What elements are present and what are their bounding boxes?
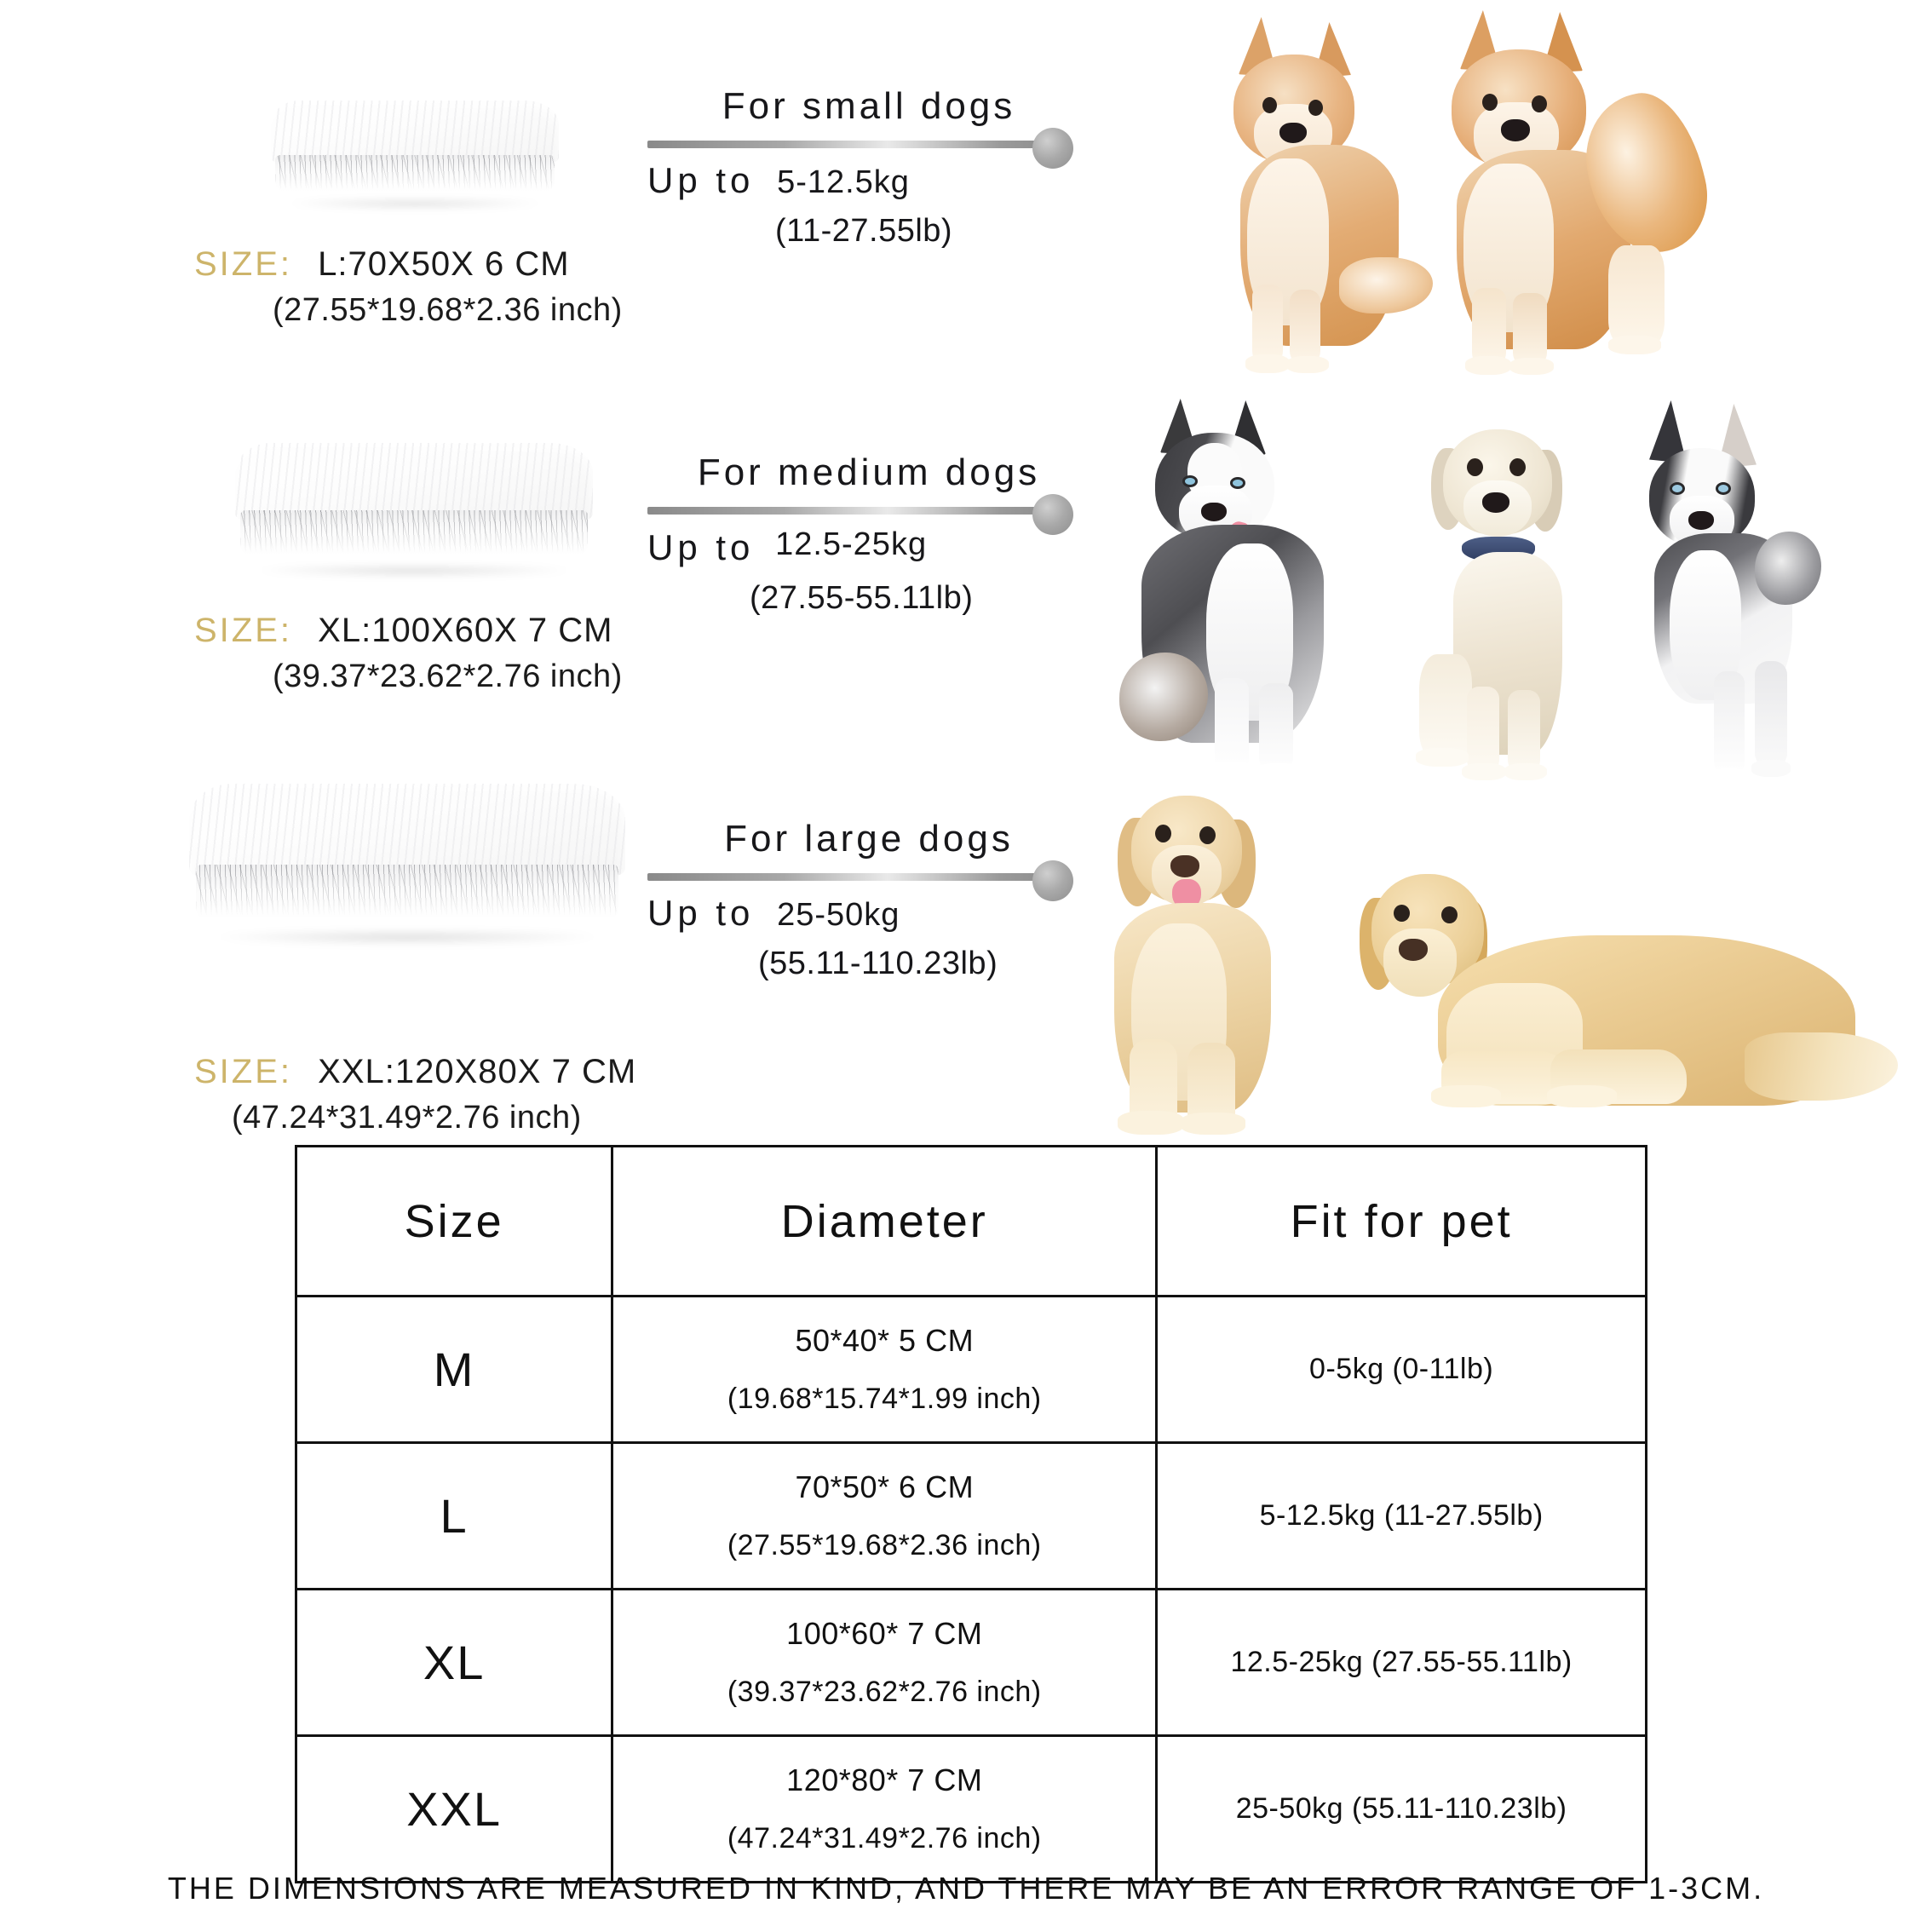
pointer-block-medium xyxy=(647,451,1090,617)
dog-front-leg-right xyxy=(1714,671,1745,777)
pointer-title-medium: For medium dogs xyxy=(697,451,1041,493)
pointer-weight-value-large: 25-50kg xyxy=(777,897,900,933)
dog-front-leg-right xyxy=(1290,290,1320,366)
pointer-block-large xyxy=(647,818,1090,982)
table-row xyxy=(296,1736,1647,1883)
cell-diameter-m xyxy=(612,1297,1157,1443)
dog-paw-hind xyxy=(1751,760,1791,777)
dog-paw-left xyxy=(1431,1085,1501,1107)
dog-nose xyxy=(1399,939,1428,961)
size-caption-L xyxy=(194,245,623,329)
dog-front-leg-right xyxy=(1259,683,1293,773)
cell-diameter-xxl xyxy=(612,1736,1157,1883)
dog-eye-right xyxy=(1532,95,1547,112)
cell-diameter-inch: (39.37*23.62*2.76 inch) xyxy=(727,1676,1042,1708)
cell-fit-xl: 12.5-25kg (27.55-55.11lb) xyxy=(1157,1590,1647,1736)
size-spec-table xyxy=(295,1145,1647,1883)
dog-nose xyxy=(1279,123,1307,143)
table-header-diameter-label: Diameter xyxy=(780,1195,988,1247)
dog-shiba-inu-sitting-tail-up xyxy=(1441,7,1782,373)
dog-paw-right xyxy=(1547,1085,1617,1107)
pointer-bar-small xyxy=(647,131,1090,157)
cell-diameter-inch: (27.55*19.68*2.36 inch) xyxy=(727,1529,1042,1561)
table-header-size xyxy=(296,1147,612,1297)
cell-diameter-inch: (47.24*31.49*2.76 inch) xyxy=(727,1822,1042,1854)
cell-diameter-cm: 70*50* 6 CM xyxy=(795,1469,975,1504)
size-cm-L: L:70X50X 6 CM xyxy=(318,245,570,283)
dog-paw-right xyxy=(1286,356,1329,373)
dog-golden-retriever-lying xyxy=(1336,840,1898,1130)
pointer-weight-lb-medium: (27.55-55.11lb) xyxy=(750,580,974,616)
cell-size-xxl: XXL xyxy=(296,1736,612,1883)
pointer-weight-lb-large: (55.11-110.23lb) xyxy=(758,946,998,981)
dog-group-small xyxy=(1210,7,1917,373)
table-header-fit xyxy=(1157,1147,1647,1297)
pointer-weight-medium xyxy=(647,526,1090,568)
dog-eye-right xyxy=(1199,826,1216,844)
dog-eye-left xyxy=(1155,825,1171,842)
pointer-weight-large xyxy=(647,893,1090,934)
table-row xyxy=(296,1443,1647,1590)
table-header-size-label: Size xyxy=(404,1195,504,1247)
dog-eye-left xyxy=(1182,475,1198,487)
table-header-diameter xyxy=(612,1147,1157,1297)
dog-eye-right xyxy=(1308,100,1323,116)
dog-eye-left xyxy=(1394,905,1410,922)
dog-group-large xyxy=(1099,775,1917,1141)
cell-diameter-cm: 100*60* 7 CM xyxy=(786,1616,983,1651)
size-cm-XL: XL:100X60X 7 CM xyxy=(318,612,613,649)
dog-nose xyxy=(1688,511,1714,530)
dog-eye-right xyxy=(1509,458,1526,476)
mattress-product-image-XXL xyxy=(189,784,625,946)
table-header-fit-label: Fit for pet xyxy=(1290,1195,1513,1247)
size-inch-XXL: (47.24*31.49*2.76 inch) xyxy=(232,1100,582,1136)
dimension-disclaimer-note: THE DIMENSIONS ARE MEASURED IN KIND, AND THERE MAY BE AN ERROR RANGE OF 1-3CM. xyxy=(167,1871,1765,1906)
pointer-weight-lead-medium: Up to xyxy=(647,527,755,567)
dog-front-leg-right xyxy=(1508,690,1540,775)
dog-front-leg-left xyxy=(1467,687,1499,775)
size-caption-XL xyxy=(194,612,623,695)
pointer-weight-small xyxy=(647,160,1090,201)
dog-golden-retriever-puppy-sitting xyxy=(1099,784,1371,1133)
pointer-block-small xyxy=(647,85,1090,250)
mattress-product-image-XL xyxy=(235,443,593,578)
cell-diameter-l xyxy=(612,1443,1157,1590)
dog-nose xyxy=(1201,503,1227,521)
dog-paw-left xyxy=(1245,354,1290,373)
mattress-plush-edge xyxy=(196,865,619,920)
table-header-row xyxy=(296,1147,1647,1297)
dog-nose xyxy=(1170,855,1199,877)
dog-eye-left xyxy=(1467,458,1483,476)
cell-size-m: M xyxy=(296,1297,612,1443)
size-inch-XL: (39.37*23.62*2.76 inch) xyxy=(273,658,623,694)
dog-eye-right xyxy=(1441,906,1458,923)
pointer-rail-icon xyxy=(647,141,1048,148)
dog-group-medium xyxy=(1133,392,1917,792)
pointer-weight-value-small: 5-12.5kg xyxy=(777,164,910,200)
dog-paw-left xyxy=(1465,356,1511,375)
mattress-product-image-L xyxy=(271,101,559,210)
dog-tail xyxy=(1755,532,1821,605)
dog-eye-right xyxy=(1230,477,1245,489)
size-keyword-XXL: SIZE: xyxy=(194,1053,293,1090)
mattress-shadow xyxy=(256,566,572,578)
dog-hind-leg xyxy=(1755,661,1787,768)
dog-hind-leg xyxy=(1608,245,1665,346)
mattress-shadow xyxy=(288,199,541,210)
dog-husky-puppy-standing xyxy=(1636,400,1883,784)
pointer-knob-icon xyxy=(1032,860,1073,901)
pointer-weight-value-medium: 12.5-25kg xyxy=(775,526,928,562)
pointer-title-small: For small dogs xyxy=(722,85,1016,127)
dog-eye-left xyxy=(1482,94,1498,111)
cell-fit-xxl: 25-50kg (55.11-110.23lb) xyxy=(1157,1736,1647,1883)
pointer-weight-lead-small: Up to xyxy=(647,160,755,200)
dog-eye-left xyxy=(1670,482,1685,495)
pointer-rail-icon xyxy=(647,507,1048,515)
dog-cream-labrador-puppy-with-collar xyxy=(1414,411,1661,777)
pointer-knob-icon xyxy=(1032,494,1073,535)
mattress-top-surface xyxy=(235,443,593,521)
pointer-bar-medium xyxy=(647,497,1090,523)
cell-fit-m: 0-5kg (0-11lb) xyxy=(1157,1297,1647,1443)
dog-siberian-husky-sitting xyxy=(1133,397,1431,789)
mattress-plush-edge xyxy=(240,510,587,556)
mattress-plush-edge xyxy=(275,155,555,193)
cell-diameter-cm: 120*80* 7 CM xyxy=(786,1762,983,1797)
dog-paw-left xyxy=(1118,1111,1184,1135)
cell-size-l: L xyxy=(296,1443,612,1590)
dog-front-leg-right xyxy=(1513,293,1547,368)
dog-paw-right xyxy=(1509,358,1554,375)
cell-size-xl: XL xyxy=(296,1590,612,1736)
pointer-weight-lead-large: Up to xyxy=(647,893,755,933)
table-row xyxy=(296,1297,1647,1443)
dog-eye-left xyxy=(1262,97,1277,113)
size-keyword-L: SIZE: xyxy=(194,245,293,283)
pointer-title-large: For large dogs xyxy=(724,818,1014,860)
mattress-top-surface xyxy=(189,784,625,877)
dog-paw-right xyxy=(1181,1113,1245,1135)
size-cm-XXL: XXL:120X80X 7 CM xyxy=(318,1053,637,1090)
dog-tail xyxy=(1339,257,1433,313)
size-keyword-XL: SIZE: xyxy=(194,612,293,649)
cell-diameter-xl xyxy=(612,1590,1157,1736)
dog-nose xyxy=(1482,492,1509,513)
cell-diameter-inch: (19.68*15.74*1.99 inch) xyxy=(727,1383,1042,1415)
pointer-knob-icon xyxy=(1032,128,1073,169)
mattress-shadow xyxy=(216,931,600,946)
dog-hind-leg xyxy=(1419,654,1472,758)
dog-paw-hind xyxy=(1416,748,1469,767)
dog-nose xyxy=(1501,119,1530,141)
pointer-rail-icon xyxy=(647,873,1048,881)
pointer-weight-lb-small: (11-27.55lb) xyxy=(775,213,953,249)
dog-tail xyxy=(1745,1032,1898,1101)
cell-diameter-cm: 50*40* 5 CM xyxy=(795,1323,975,1358)
table-row xyxy=(296,1590,1647,1736)
pointer-bar-large xyxy=(647,864,1090,889)
size-caption-XXL xyxy=(194,1053,636,1136)
dog-paw-hind xyxy=(1608,336,1661,354)
dog-front-leg-left xyxy=(1215,678,1249,773)
cell-fit-l: 5-12.5kg (11-27.55lb) xyxy=(1157,1443,1647,1590)
size-inch-L: (27.55*19.68*2.36 inch) xyxy=(273,292,623,328)
dog-eye-right xyxy=(1716,482,1731,495)
